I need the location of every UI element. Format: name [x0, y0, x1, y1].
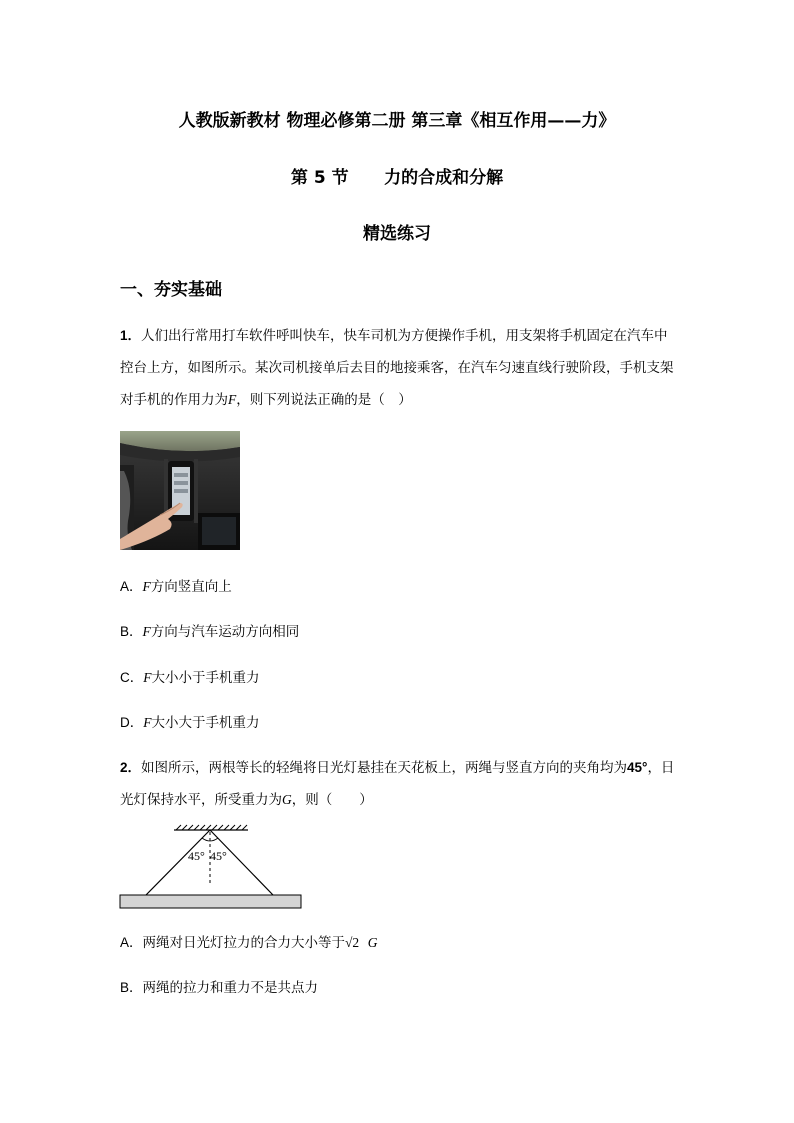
option-letter: D． — [120, 715, 144, 730]
option-letter: B． — [120, 980, 143, 995]
variable-g: G — [282, 792, 292, 807]
option-c[interactable] — [120, 666, 260, 686]
variable-f: F — [228, 392, 237, 407]
question-stem-mid: ，日光灯保持水平，所受重力为 — [120, 760, 675, 808]
question-stem: 人们出行常用打车软件呼叫快车，快车司机为方便操作手机，用支架将手机固定在汽车中控台上方，如图所示。某次司机接单后去目的地接乘客，在汽车匀速直线行驶阶段，手机支架对手机的作用力为 — [120, 328, 674, 408]
option-letter: B． — [120, 624, 143, 639]
variable-f: F — [143, 670, 152, 685]
option-a[interactable] — [120, 931, 378, 951]
option-text: 大小小于手机重力 — [151, 670, 260, 686]
variable-f: F — [142, 579, 151, 594]
variable-f: F — [143, 715, 152, 730]
lamp-diagram — [118, 822, 304, 912]
angle-label-right: 45° — [210, 849, 227, 863]
option-b[interactable] — [120, 976, 318, 996]
section-heading: 一、夯实基础 — [120, 280, 222, 300]
option-d[interactable] — [120, 711, 260, 731]
section-subtitle: 第 5 节 力的合成和分解 — [290, 168, 504, 188]
sqrt-two: √2 — [345, 935, 360, 950]
option-letter: A． — [120, 935, 143, 950]
question-stem-end: ，则下列说法正确的是（ ） — [236, 392, 412, 408]
ceiling-hatch — [176, 825, 247, 830]
question-2-text — [120, 752, 676, 816]
option-a[interactable] — [120, 575, 232, 595]
phone-mount-photo — [120, 431, 240, 550]
option-text: 大小大于手机重力 — [151, 715, 260, 731]
option-text: 方向与汽车运动方向相同 — [150, 624, 300, 640]
question-stem-end: ，则（ ） — [291, 792, 373, 808]
option-letter: C． — [120, 670, 144, 685]
question-number: 2． — [120, 760, 142, 775]
question-1-text — [120, 320, 676, 416]
question-stem: 如图所示，两根等长的轻绳将日光灯悬挂在天花板上，两绳与竖直方向的夹角均为 — [141, 760, 628, 776]
exercise-heading: 精选练习 — [363, 224, 431, 244]
angle-value: 45° — [627, 760, 648, 775]
question-number: 1． — [120, 328, 142, 343]
option-text: 两绳的拉力和重力不是共点力 — [142, 980, 319, 996]
variable-f: F — [142, 624, 151, 639]
option-text: 方向竖直向上 — [150, 579, 232, 595]
variable-g: G — [367, 935, 378, 950]
option-text: 两绳对日光灯拉力的合力大小等于 — [142, 935, 346, 951]
option-letter: A． — [120, 579, 143, 594]
document-title: 人教版新教材 物理必修第二册 第三章《相互作用——力》 — [178, 111, 616, 131]
angle-label-left: 45° — [188, 849, 205, 863]
lamp-tube — [120, 895, 301, 908]
option-b[interactable] — [120, 620, 299, 640]
